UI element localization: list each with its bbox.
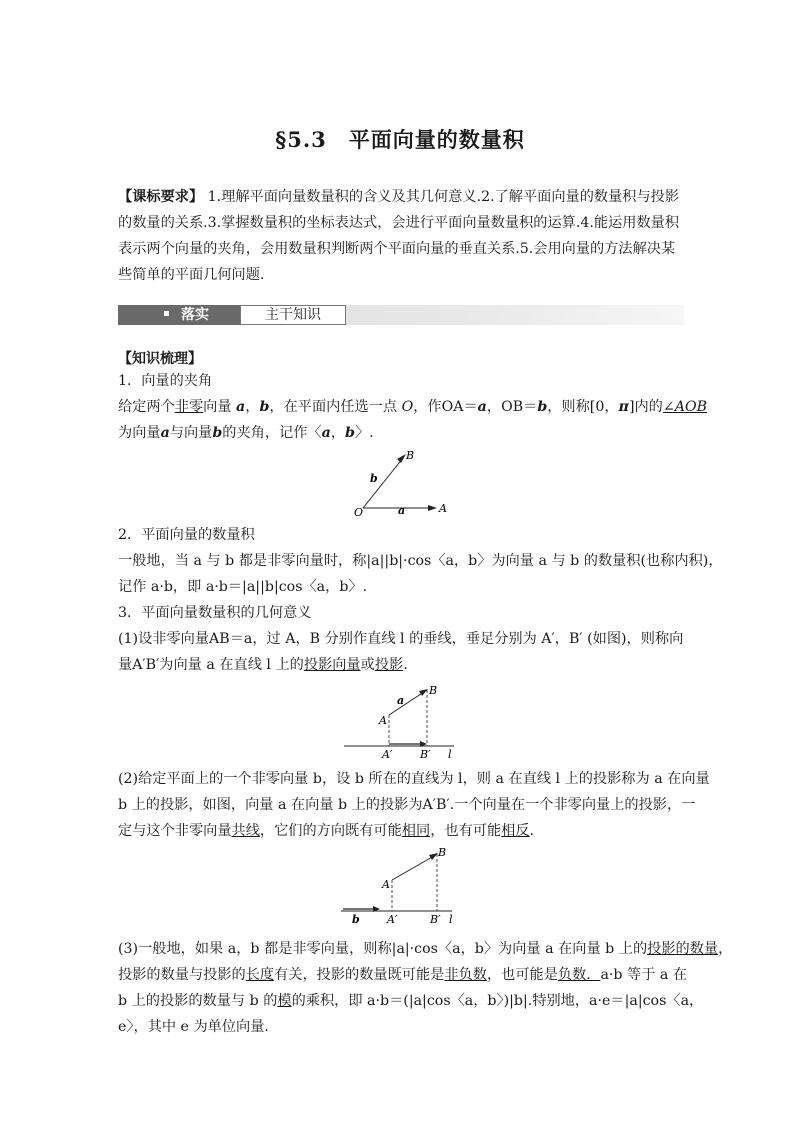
s3-underline-opposite: 相反	[501, 823, 530, 839]
s1-text: ，	[245, 399, 260, 415]
vector-b: b	[212, 425, 223, 441]
figure-projection-2	[335, 842, 470, 928]
s1-line2	[118, 420, 684, 446]
fig3-label-b: b	[352, 913, 360, 926]
s1-text: 的夹角，记作〈	[222, 425, 322, 441]
vector-b: b	[259, 399, 270, 415]
s3-p3-line4: e〉，其中 e 为单位向量.	[118, 1019, 269, 1035]
s3-p3-line3	[118, 988, 704, 1014]
s1-text: 向量	[203, 399, 237, 415]
s3-text: .	[403, 657, 408, 673]
vector-b: b	[537, 399, 548, 415]
s3-p3-line2	[118, 962, 688, 988]
s1-text: ，作OA＝	[413, 399, 478, 415]
s1-text: ，OB＝	[486, 399, 538, 415]
s3-p1-line1: (1)设非零向量AB＝a，过 A，B 分别作直线 l 的垂线，垂足分别为 A′，B′ (如图)，则称向	[118, 631, 684, 647]
s3-text: ，	[718, 941, 733, 957]
s3-text: 的乘积，即 a·b＝(|a|cos〈a，b〉)|b|.特别地，a·e＝|a|cos〈a，	[291, 993, 704, 1009]
section-bar-left	[118, 305, 240, 325]
pi-symbol: π	[618, 399, 629, 415]
square-bullet-icon	[164, 311, 169, 316]
s3-p1-line2	[118, 652, 684, 678]
s3-text: ，也有可能	[430, 823, 502, 839]
s3-underline-negative: 负数．	[557, 967, 601, 983]
fig2-label-A1: A′	[382, 748, 393, 761]
s3-text: ，它们的方向既有可能	[259, 823, 402, 839]
s3-text: ，也可能是	[486, 967, 558, 983]
s3-text: (3)一般地，如果 a，b 都是非零向量，则称|a|·cos〈a，b〉为向量 a 在向量 b 上的	[118, 941, 648, 957]
s1-text: 与向量	[169, 425, 213, 441]
s3-p2-line3	[118, 818, 684, 844]
fig3-label-A1: A′	[387, 913, 398, 926]
page-title: §5.3 平面向量的数量积	[275, 127, 525, 152]
s1-text: 〉.	[354, 425, 374, 441]
s3-text: 量A′B′为向量 a 在直线 l 上的	[118, 657, 304, 673]
fig1-label-b: b	[370, 472, 378, 485]
fig2-label-a: a	[397, 694, 405, 707]
s3-text: b 上的投影的数量与 b 的	[118, 993, 278, 1009]
s3-underline-projection-quantity: 投影的数量	[647, 941, 719, 957]
s3-p2-line1: (2)给定平面上的一个非零向量 b，设 b 所在的直线为 l，则 a 在直线 l 上的投影称为 a 在向量	[118, 771, 710, 787]
point-o: O	[401, 399, 414, 415]
fig2-label-A: A	[379, 714, 387, 727]
fig1-label-a: a	[398, 504, 406, 517]
s3-underline-same: 相同	[401, 823, 431, 839]
vector-a: a	[160, 425, 170, 441]
requirements-text: 1.理解平面向量数量积的含义及其几何意义.2.了解平面向量的数量积与投影的数量的关系.3.掌握数量积的坐标表达式，会进行平面向量数量积的运算.4.能运用数量积表示两个向量的夹角，会用数量积判断两个平面向量的垂直关系.5.会用向量的方法解决某些简单的平面几何问题.	[118, 189, 680, 283]
requirements-paragraph	[118, 184, 684, 288]
s1-text: 为向量	[118, 425, 161, 441]
vector-b: b	[345, 425, 355, 441]
s3-text: 或	[360, 657, 375, 673]
s2-line2: 记作 a·b，即 a·b＝|a||b|cos〈a，b〉.	[118, 579, 368, 595]
figure-angle	[340, 446, 460, 518]
s3-p3-line1	[118, 936, 733, 962]
fig1-label-B: B	[406, 449, 415, 462]
s1-text: ]内的	[628, 399, 663, 415]
s1-text: ，	[330, 425, 346, 441]
fig1-label-A: A	[439, 502, 447, 515]
s3-underline-nonnegative: 非负数	[444, 967, 487, 983]
section-bar-left-label: 落实	[181, 307, 209, 323]
s3-underline-length: 长度	[245, 967, 275, 983]
s1-underline-angle: ∠AOB	[662, 399, 708, 415]
fig2-label-B1: B′	[420, 748, 431, 761]
fig2-label-l: l	[448, 748, 452, 761]
s3-text: a·b 等于 a 在	[600, 967, 688, 983]
fig1-label-O: O	[354, 506, 364, 518]
s3-text: 有关，投影的数量既可能是	[274, 967, 445, 983]
s1-underline-nonzero: 非零	[174, 399, 204, 415]
fig3-label-B1: B′	[430, 913, 441, 926]
s1-text: 给定两个	[118, 399, 175, 415]
vector-a: a	[321, 425, 331, 441]
section-bar-right: 主干知识	[240, 305, 346, 325]
s1-text: ，则称[0，	[547, 399, 619, 415]
s1-line1	[118, 394, 708, 420]
s3-underline-projection: 投影	[374, 657, 404, 673]
vector-a: a	[236, 399, 246, 415]
s1-heading: 1．向量的夹角	[118, 373, 213, 389]
s3-underline-modulus: 模	[277, 993, 292, 1009]
fig3-label-A: A	[382, 878, 390, 891]
fig3-label-l: l	[449, 913, 453, 926]
s3-underline-projection-vector: 投影向量	[303, 657, 361, 673]
vector-a: a	[477, 399, 487, 415]
knowledge-heading: 【知识梳理】	[118, 351, 202, 367]
s3-p2-line2: b 上的投影，如图，向量 a 在向量 b 上的投影为A′B′.一个向量在一个非零向量上的投影，一	[118, 797, 696, 813]
requirements-label: 【课标要求】	[118, 189, 204, 205]
s2-line1: 一般地，当 a 与 b 都是非零向量时，称|a||b|·cos〈a，b〉为向量 a 与 b 的数量积(也称内积)，	[118, 553, 723, 569]
s3-text: 投影的数量与投影的	[118, 967, 246, 983]
s2-heading: 2．平面向量的数量积	[118, 527, 255, 543]
s3-heading: 3．平面向量数量积的几何意义	[118, 605, 312, 621]
fig3-label-B: B	[438, 846, 447, 859]
fig2-label-B: B	[429, 684, 438, 697]
s1-text: ，在平面内任选一点	[269, 399, 402, 415]
s3-text: .	[529, 823, 535, 839]
figure-projection-1	[340, 682, 470, 762]
s3-text: 定与这个非零向量	[118, 823, 232, 839]
s3-underline-collinear: 共线	[231, 823, 260, 839]
